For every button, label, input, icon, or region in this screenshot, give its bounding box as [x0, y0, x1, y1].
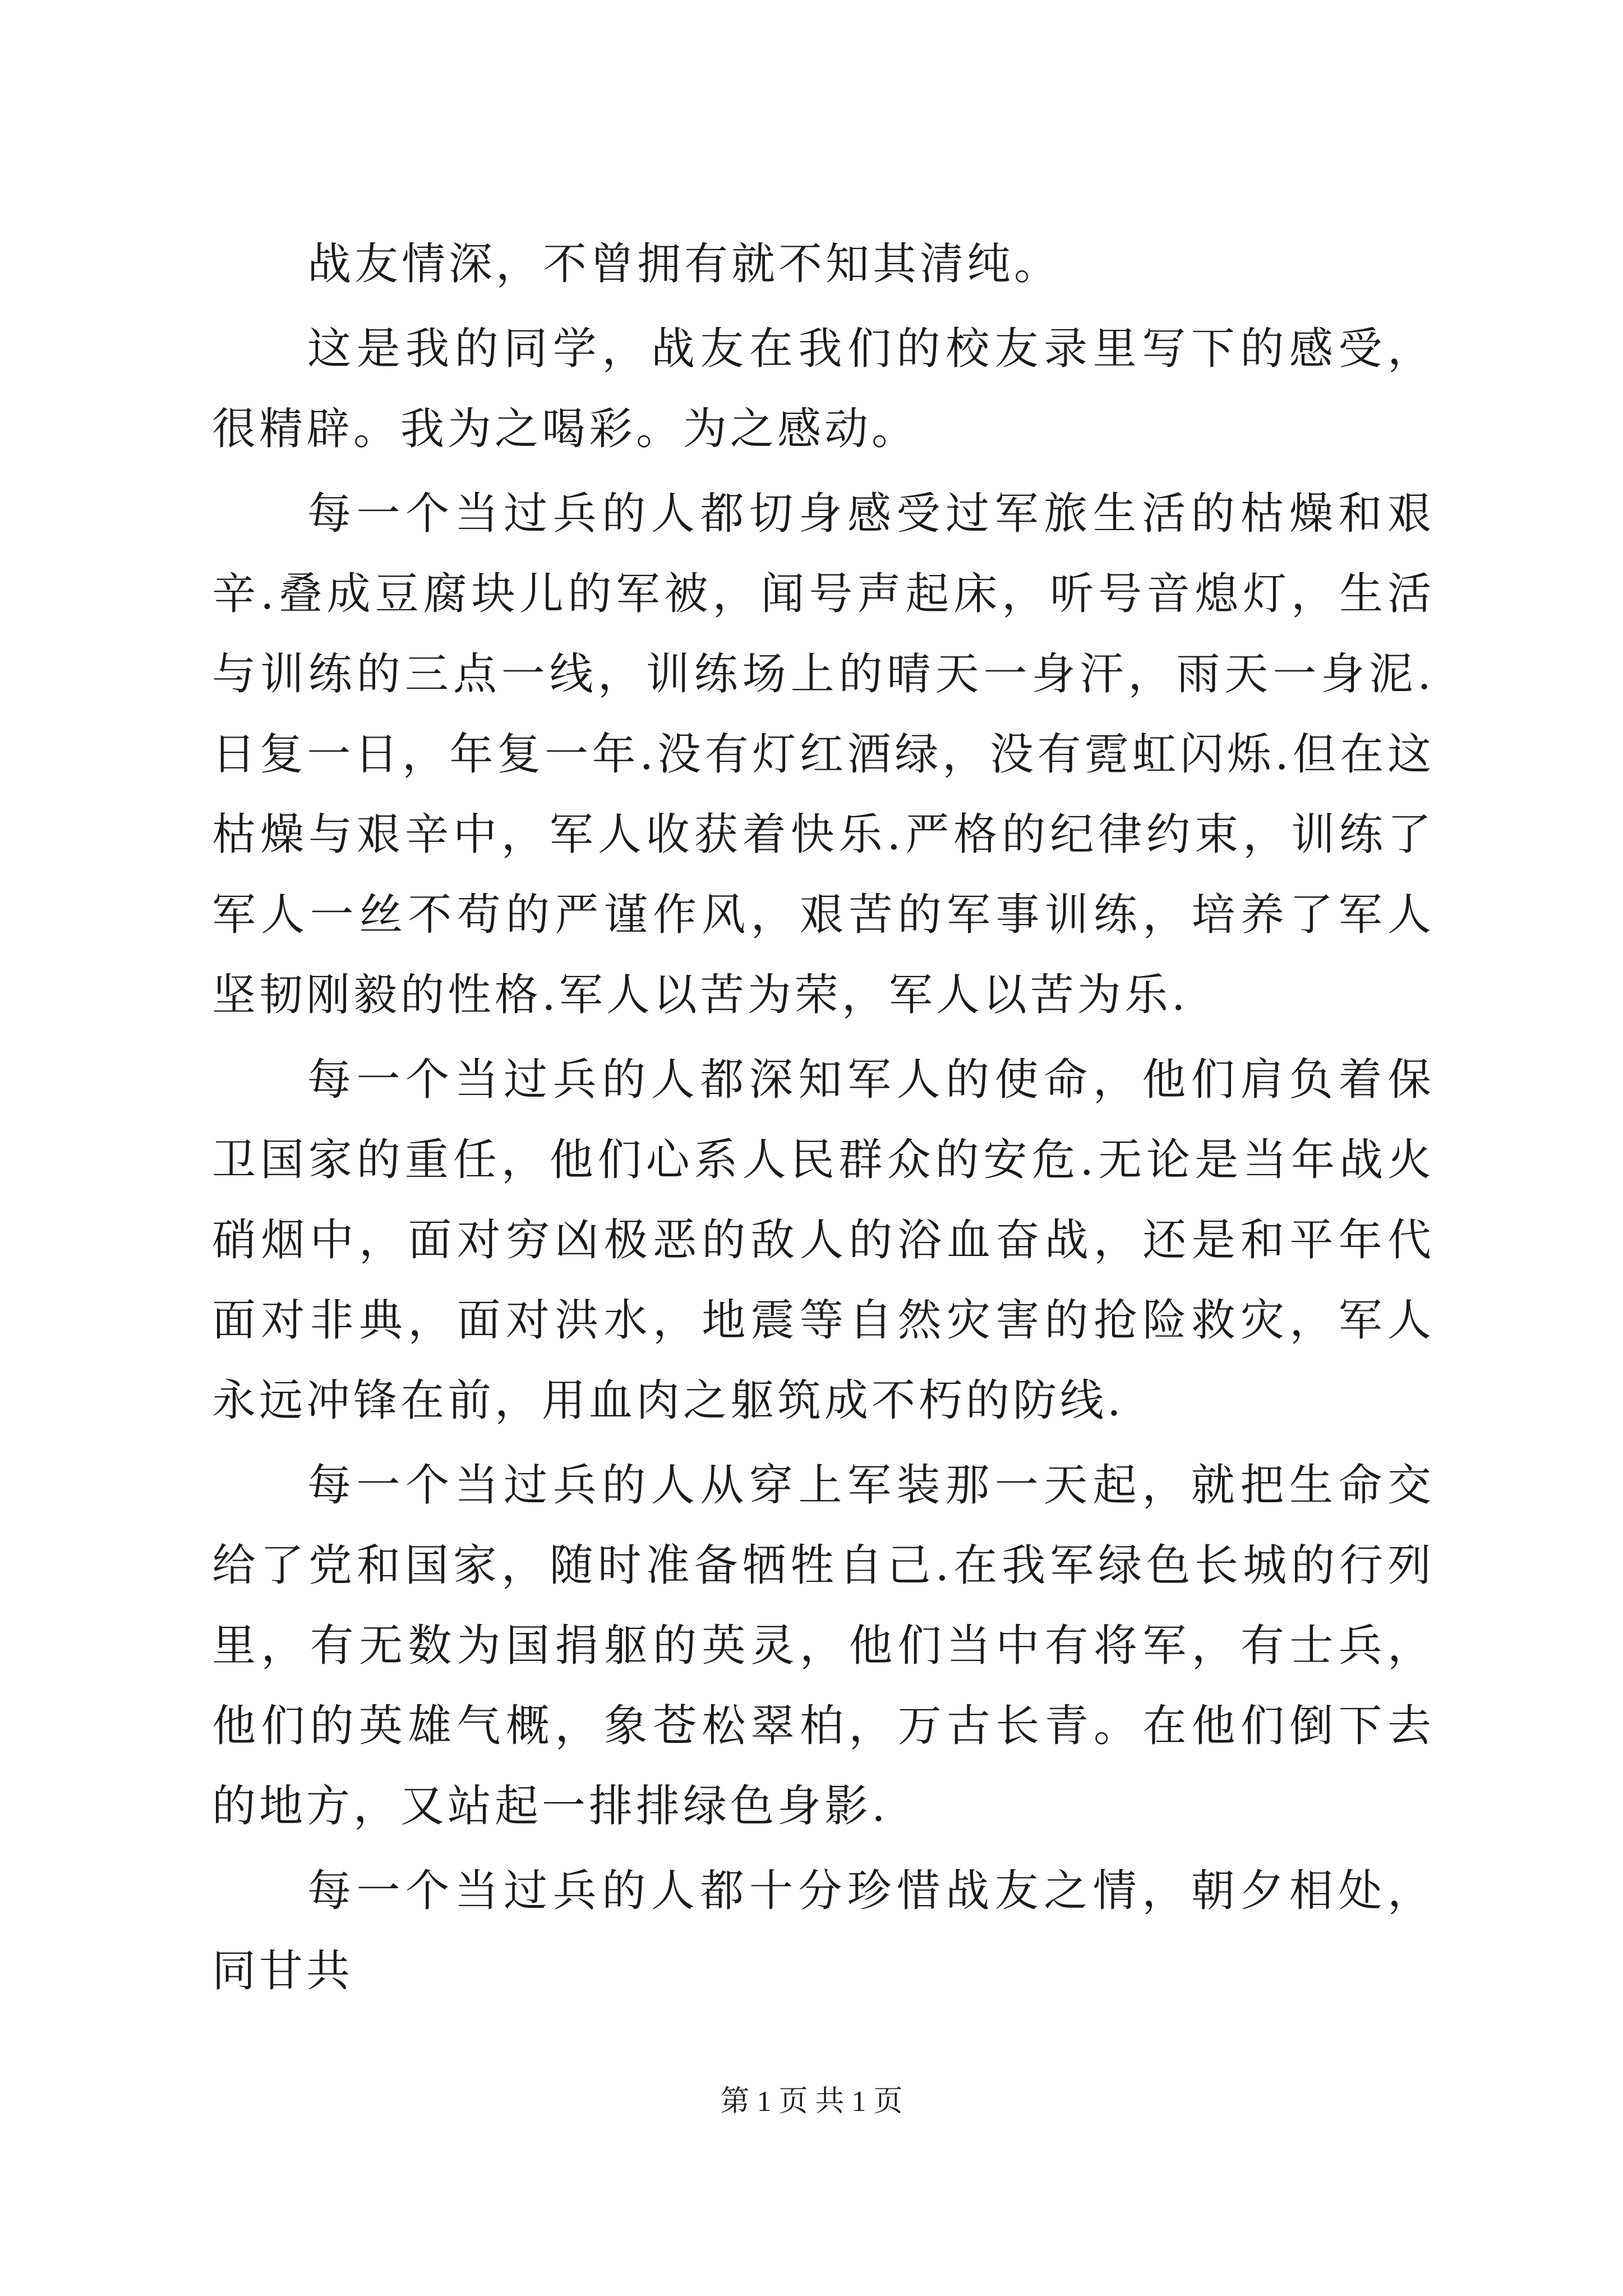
- paragraph-1: 战友情深，不曾拥有就不知其清纯。: [307, 239, 1062, 289]
- paragraph-3: 每一个当过兵的人都切身感受过军旅生活的枯燥和艰辛.叠成豆腐块儿的军被，闻号声起床，听号音熄灯，生活与训练的三点一线，训练场上的晴天一身汗，雨天一身泥.日复一日，年复一年.没有灯红酒绿，没有霓虹闪烁.但在这枯燥与艰辛中，军人收获着快乐.严格的纪律约束，训练了军人一丝不苟的严谨作风，艰苦的军事训练，培养了军人坚韧刚毅的性格.军人以苦为荣，军人以苦为乐.: [212, 489, 1435, 1020]
- paragraph-5: 每一个当过兵的人从穿上军装那一天起，就把生命交给了党和国家，随时准备牺牲自己.在我军绿色长城的行列里，有无数为国捐躯的英灵，他们当中有将军，有士兵，他们的英雄气概，象苍松翠柏，万古长青。在他们倒下去的地方，又站起一排排绿色身影.: [212, 1460, 1435, 1832]
- paragraph-6: 每一个当过兵的人都十分珍惜战友之情，朝夕相处，同甘共: [212, 1866, 1435, 1996]
- page-footer: 第 1 页 共 1 页: [720, 2086, 903, 2118]
- document-body: [212, 224, 1435, 2016]
- paragraph-2: 这是我的同学，战友在我们的校友录里写下的感受，很精辟。我为之喝彩。为之感动。: [212, 324, 1435, 454]
- paragraph-4: 每一个当过兵的人都深知军人的使命，他们肩负着保卫国家的重任，他们心系人民群众的安危.无论是当年战火硝烟中，面对穷凶极恶的敌人的浴血奋战，还是和平年代面对非典，面对洪水，地震等自然灾害的抢险救灾，军人永远冲锋在前，用血肉之躯筑成不朽的防线.: [212, 1055, 1435, 1426]
